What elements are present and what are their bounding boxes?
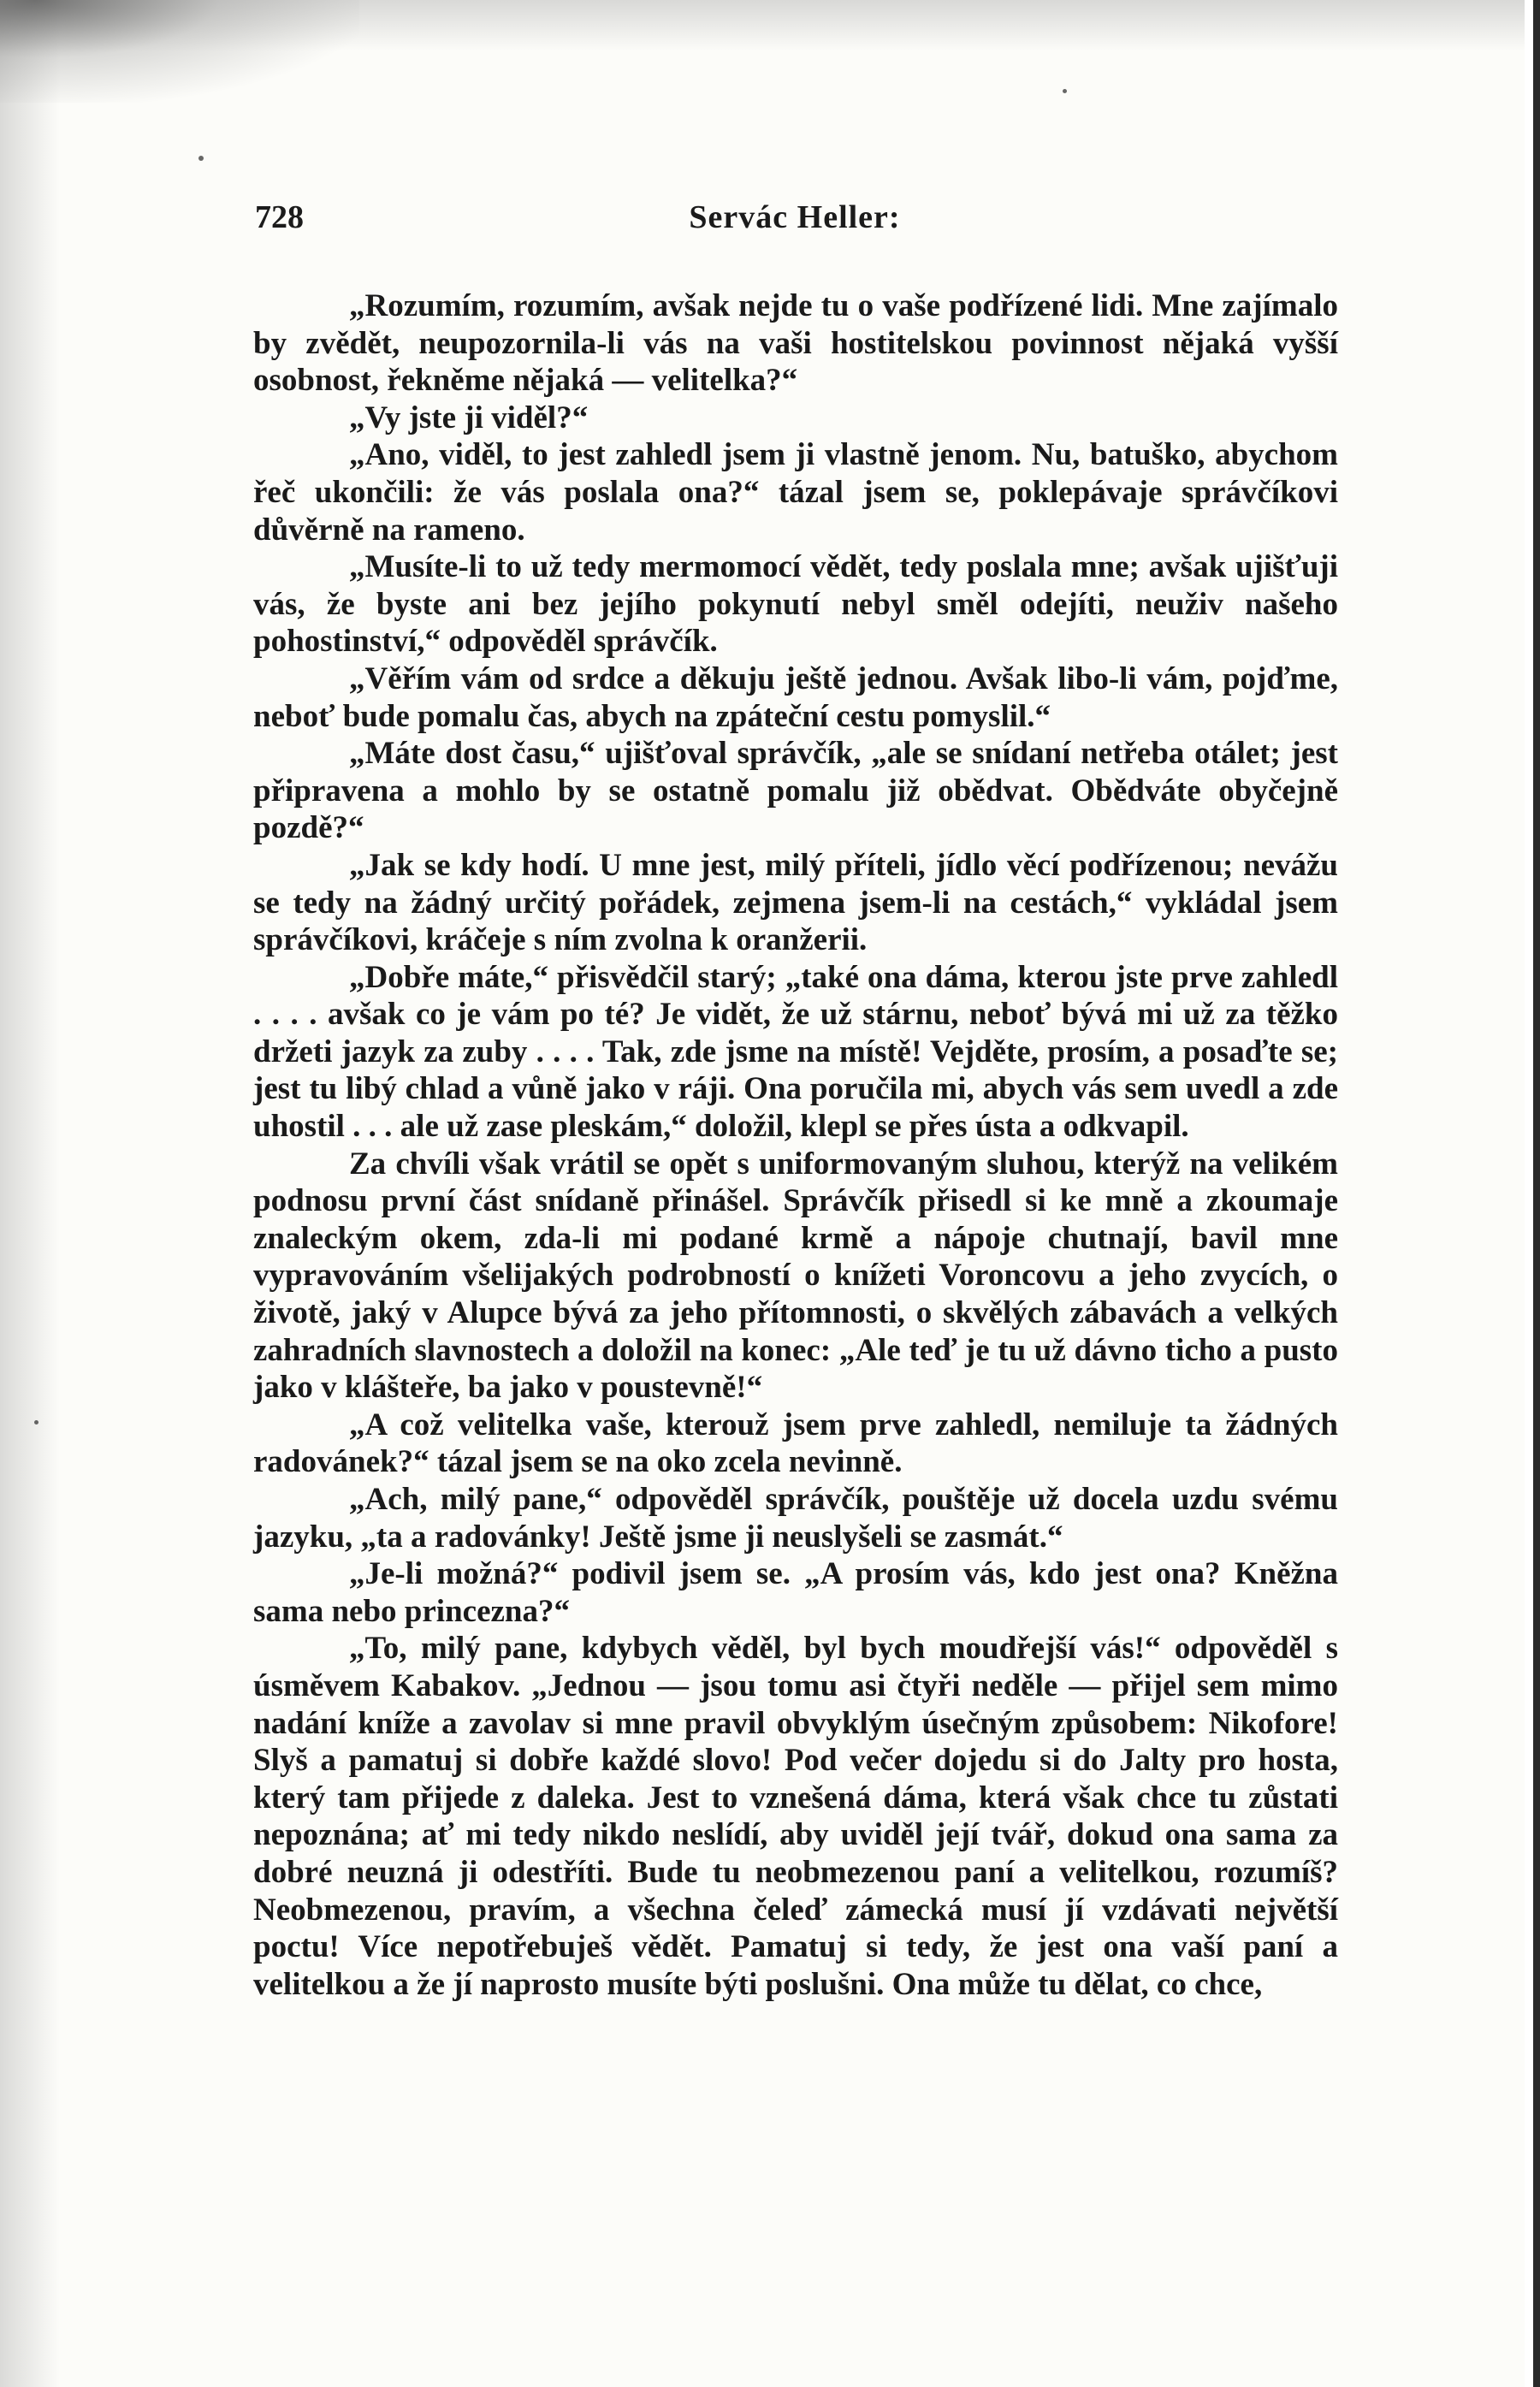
paragraph: „Věřím vám od srdce a děkuju ještě jednou. Avšak libo-li vám, pojďme, neboť bude pomalu čas, abych na zpáteční cestu pomyslil.“ bbox=[253, 660, 1338, 734]
paragraph: „Ach, milý pane,“ odpověděl správčík, pouštěje už docela uzdu svému jazyku, „ta a radovánky! Ještě jsme ji neuslyšeli se zasmát.“ bbox=[253, 1482, 1338, 1555]
paragraph: „Ano, viděl, to jest zahledl jsem ji vlastně jenom. Nu, batuško, abychom řeč ukončili: že vás poslala ona?“ tázal jsem se, poklepávaje správčíkovi důvěrně na rameno. bbox=[253, 437, 1338, 548]
page-header bbox=[255, 198, 1335, 241]
paragraph: „Je-li možná?“ podivil jsem se. „A prosím vás, kdo jest ona? Kněžna sama nebo princezna?“ bbox=[253, 1556, 1338, 1629]
page-edge-shadow-left bbox=[0, 0, 60, 2387]
body-text bbox=[253, 287, 1338, 2003]
paragraph: „Vy jste ji viděl?“ bbox=[349, 400, 589, 435]
ink-speck bbox=[1063, 89, 1067, 93]
paragraph: „Jak se kdy hodí. U mne jest, milý příteli, jídlo věcí podřízenou; nevážu se tedy na žádný určitý pořádek, zejmena jsem-li na cestách,“ vykládal jsem správčíkovi, kráčeje s ním zvolna k oranžerii. bbox=[253, 847, 1338, 958]
paragraph: „To, milý pane, kdybych věděl, byl bych moudřejší vás!“ odpověděl s úsměvem Kabakov. „Jednou — jsou tomu asi čtyři neděle — přijel sem mimo nadání kníže a zavolav si mne pravil obvyklým úsečným způsobem: Nikofore! Slyš a pamatuj si dobře každé slovo! Pod večer dojedu si do Jalty pro hosta, který tam přijede z daleka. Jest to vznešená dáma, která však chce tu zůstati nepoznána; ať mi tedy nikdo neslídí, aby uviděl její tvář, dokud ona sama za dobré neuzná ji odestříti. Bude tu neobmezenou paní a velitelkou, rozumíš? Neobmezenou, pravím, a všechna čeleď zámecká musí jí vzdávati největší poctu! Více nepotřebuješ vědět. Pamatuj si tedy, že jest ona vaší paní a velitelkou a že jí naprosto musíte býti poslušni. Ona může tu dělat, co chce, bbox=[253, 1631, 1338, 2002]
corner-smudge bbox=[0, 0, 359, 103]
running-title: Servác Heller: bbox=[689, 199, 901, 235]
ink-speck bbox=[34, 1420, 38, 1424]
paragraph: „A což velitelka vaše, kterouž jsem prve zahledl, nemiluje ta žádných radovánek?“ tázal jsem se na oko zcela nevinně. bbox=[253, 1407, 1338, 1480]
paragraph: „Rozumím, rozumím, avšak nejde tu o vaše podřízené lidi. Mne zajímalo by zvědět, neupozornila-li vás na vaši hostitelskou povinnost nějaká vyšší osobnost, řekněme nějaká — velitelka?“ bbox=[253, 288, 1338, 399]
paragraph: „Dobře máte,“ přisvědčil starý; „také ona dáma, kterou jste prve zahledl . . . . avšak co je vám po té? Je vidět, že už stárnu, neboť bývá mi už za těžko držeti jazyk za zuby . . . . Tak, zde jsme na místě! Vejděte, prosím, a posaďte se; jest tu libý chlad a vůně jako v ráji. Ona poručila mi, abych vás sem uvedl a zde uhostil . . . ale už zase pleskám,“ doložil, klepl se přes ústa a odkvapil. bbox=[253, 959, 1338, 1145]
paragraph: „Máte dost času,“ ujišťoval správčík, „ale se snídaní netřeba otálet; jest připravena a mohlo by se ostatně pomalu již obědvat. Obědváte obyčejně pozdě?“ bbox=[253, 736, 1338, 846]
paragraph: Za chvíli však vrátil se opět s uniformovaným sluhou, kterýž na velikém podnosu první část snídaně přinášel. Správčík přisedl si ke mně a zkoumaje znaleckým okem, zda-li mi podané krmě a nápoje chutnají, bavil mne vypravováním všelijakých podrobností o knížeti Voroncovu a jeho zvycích, o životě, jaký v Alupce bývá za jeho přítomnosti, o skvělých zábavách a velkých zahradních slavnostech a doložil na konec: „Ale teď je tu už dávno ticho a pusto jako v klášteře, ba jako v poustevně!“ bbox=[253, 1146, 1338, 1406]
page-right-edge bbox=[1533, 0, 1540, 2387]
paragraph: „Musíte-li to už tedy mermomocí vědět, tedy poslala mne; avšak ujišťuji vás, že byste ani bez jejího pokynutí nebyl směl odejíti, neuživ našeho pohostinství,“ odpověděl správčík. bbox=[253, 549, 1338, 660]
ink-speck bbox=[198, 156, 204, 161]
page-number: 728 bbox=[255, 199, 304, 235]
